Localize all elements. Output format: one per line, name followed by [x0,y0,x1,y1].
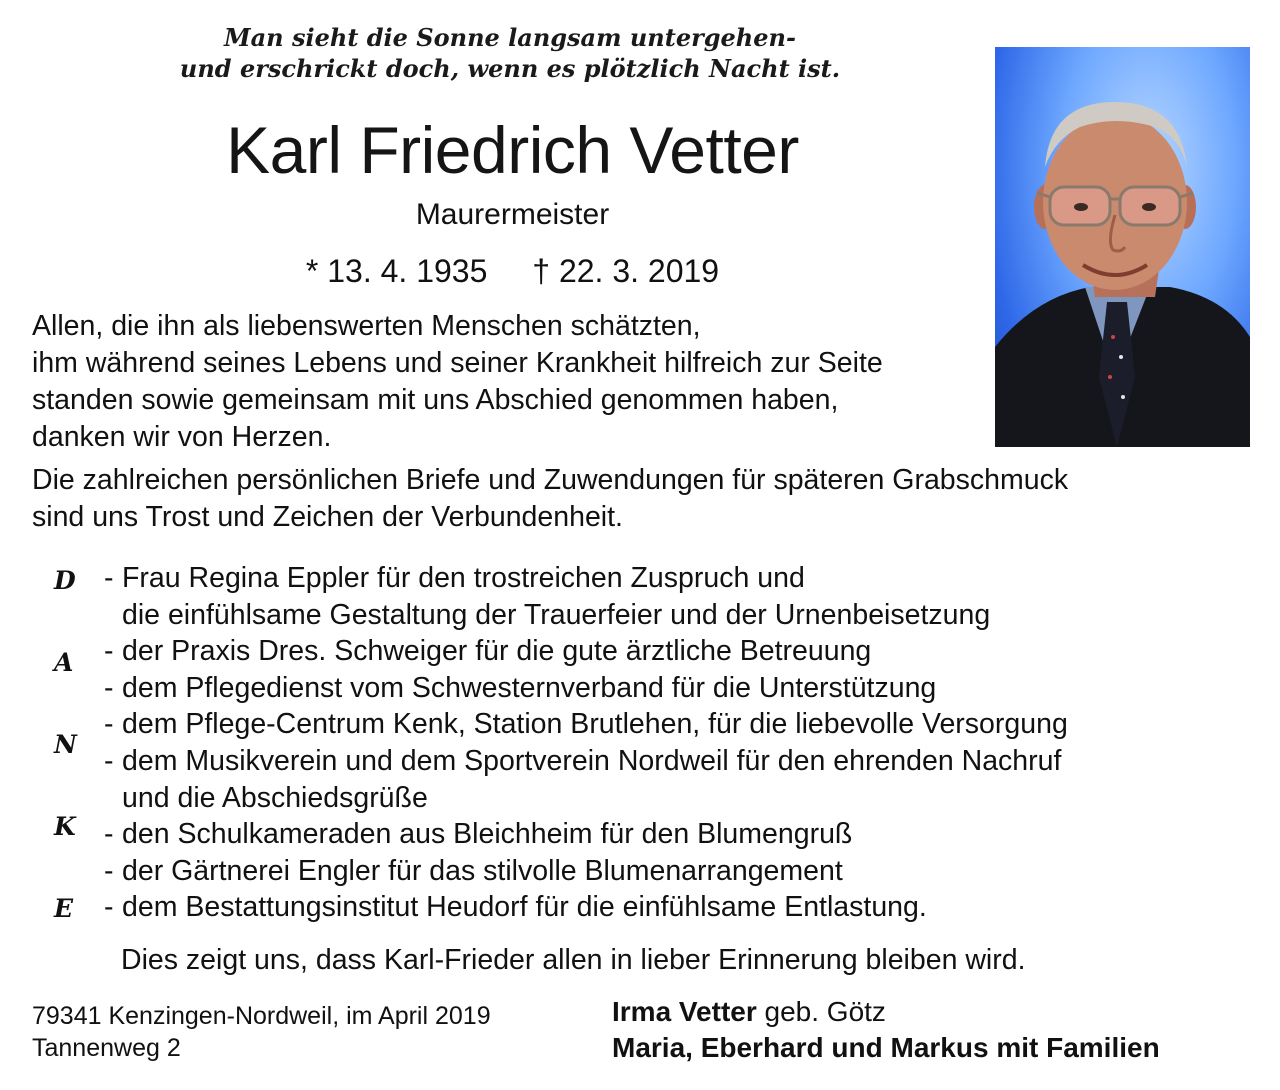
list-item-text: und die Abschiedsgrüße [122,781,428,814]
list-item [104,853,1254,890]
signer-line-1 [612,994,1262,1030]
list-item [104,633,1254,670]
closing-sentence: Dies zeigt uns, dass Karl-Frieder allen in lieber Erinnerung bleiben wird. [121,944,1026,976]
paragraph-line: Die zahlreichen persönlichen Briefe und Zuwendungen für späteren Grabschmuck [32,464,1069,496]
list-dash: - [104,854,114,887]
list-item-text: dem Pflege-Centrum Kenk, Station Brutlehen, für die liebevolle Versorgung [122,708,1068,741]
list-item-text: der Gärtnerei Engler für das stilvolle Blumenarrangement [122,854,843,887]
list-item [104,560,1254,597]
paragraph-line: danken wir von Herzen. [32,421,332,453]
danke-acrostic [54,560,94,940]
list-item [104,816,1254,853]
address-line-1: 79341 Kenzingen-Nordweil, im April 2019 [32,1002,491,1030]
address-block [32,1000,592,1064]
list-item [104,743,1254,780]
list-item [104,706,1254,743]
list-item-text: dem Musikverein und dem Sportverein Nordweil für den ehrenden Nachruf [122,744,1062,777]
paragraph-line: sind uns Trost und Zeichen der Verbundenheit. [32,501,623,533]
list-item [104,597,1254,634]
address-line-2: Tannenweg 2 [32,1034,181,1062]
letters-paragraph [32,462,1252,536]
quote-line-2: und erschrickt doch, wenn es plötzlich Nacht ist. [179,54,841,83]
list-item-text: dem Bestattungsinstitut Heudorf für die einfühlsame Entlastung. [122,891,927,924]
acrostic-letter: D [54,566,76,595]
list-item-text: den Schulkameraden aus Bleichheim für den Blumengruß [122,818,853,851]
list-dash: - [104,562,114,594]
list-item [104,670,1254,707]
deceased-profession: Maurermeister [415,198,610,231]
portrait-photo [995,47,1250,447]
signer-name: Irma Vetter [612,996,757,1027]
list-dash [104,597,122,634]
list-dash: - [104,671,114,704]
signer-maiden-name: geb. Götz [756,996,886,1027]
thanks-list [104,560,1254,926]
memorial-quote [60,22,960,84]
signers-block [612,994,1262,1066]
acrostic-letter: K [54,812,76,841]
acrostic-letter: A [54,648,74,677]
life-dates [60,250,965,292]
list-dash: - [104,891,114,924]
paragraph-line: Allen, die ihn als liebenswerten Menschen schätzten, [32,310,701,342]
paragraph-line: standen sowie gemeinsam mit uns Abschied genommen haben, [32,384,839,416]
list-dash: - [104,744,114,777]
deceased-name: Karl Friedrich Vetter [226,113,799,187]
gratitude-paragraph [32,308,992,456]
list-item [104,780,1254,817]
acrostic-letter: E [54,894,74,923]
signer-line-2 [612,1030,1262,1066]
death-date: † 22. 3. 2019 [532,253,720,289]
list-item [104,889,1254,926]
paragraph-line: ihm während seines Lebens und seiner Krankheit hilfreich zur Seite [32,347,883,379]
list-dash: - [104,635,114,668]
list-dash: - [104,818,114,851]
list-item-text: die einfühlsame Gestaltung der Trauerfeier und der Urnenbeisetzung [122,598,991,631]
acrostic-letter: N [54,730,77,759]
list-item-text: dem Pflegedienst vom Schwesternverband für die Unterstützung [122,671,937,704]
list-item-text: der Praxis Dres. Schweiger für die gute ärztliche Betreuung [122,635,872,668]
list-dash [104,780,122,817]
quote-line-1: Man sieht die Sonne langsam untergehen- [224,23,796,52]
birth-date: * 13. 4. 1935 [305,253,488,289]
signer-family: Maria, Eberhard und Markus mit Familien [612,1032,1160,1063]
list-dash: - [104,708,114,741]
list-item-text: Frau Regina Eppler für den trostreichen Zuspruch und [122,562,805,594]
